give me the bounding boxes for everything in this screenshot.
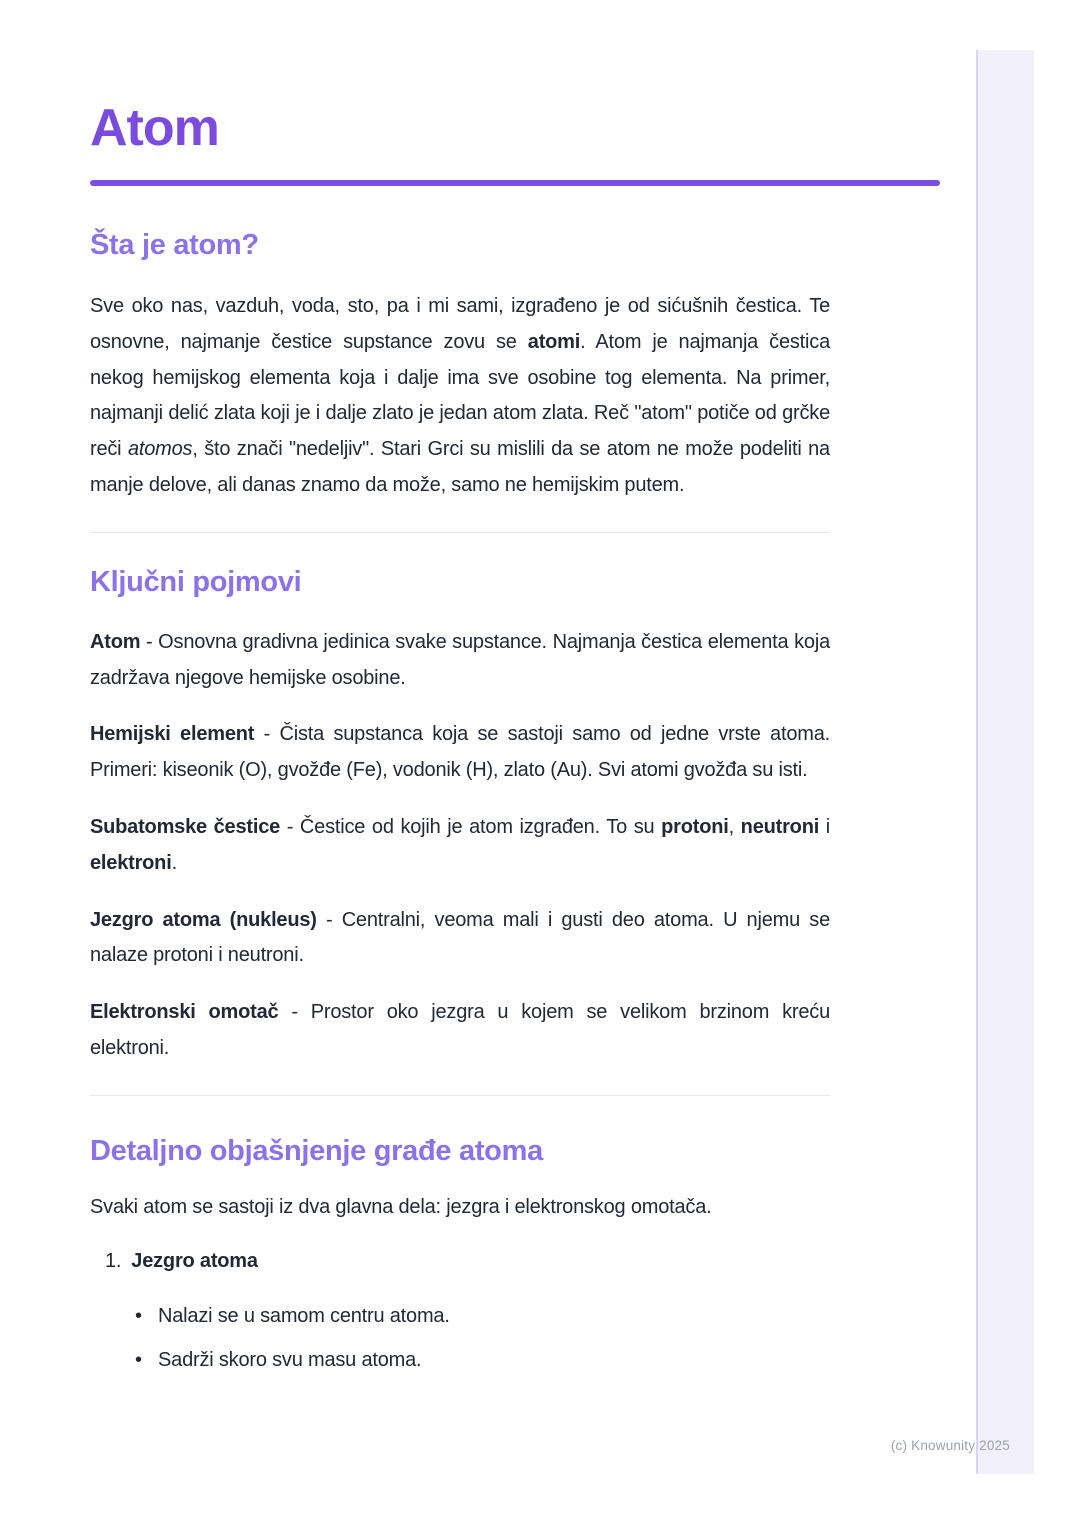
- list-item-text: Sadrži skoro svu masu atoma.: [158, 1348, 422, 1371]
- section-heading-sta-je-atom: Šta je atom?: [90, 229, 259, 261]
- definition-subatomske-cestice: Subatomske čestice - Čestice od kojih je atom izgrađen. To su protoni, neutroni i elektroni.: [90, 815, 831, 874]
- definition-hemijski-element: Hemijski element - Čista supstanca koja se sastoji samo od jedne vrste atoma. Primeri: kiseonik (O), gvožđe (Fe), vodonik (H), zlato (Au). Svi atomi gvožđa su isti.: [90, 723, 830, 782]
- numbered-item-jezgro-atoma: [105, 1247, 830, 1275]
- footer-credit: (c) Knowunity 2025: [890, 1438, 1010, 1453]
- list-item: [135, 1346, 830, 1374]
- section-heading-detaljno-objasnjenje: Detaljno objašnjenje građe atoma: [90, 1134, 543, 1167]
- item-label: Jezgro atoma: [131, 1249, 258, 1272]
- structure-intro-paragraph: Svaki atom se sastoji iz dva glavna dela: jezgra i elektronskog omotača.: [90, 1195, 712, 1218]
- intro-paragraph: Sve oko nas, vazduh, voda, sto, pa i mi sami, izgrađeno je od sićušnih čestica. Te osnovne, najmanje čestice supstance zovu se atomi. Atom je najmanja čestica nekog hemijskog elementa koja i dalje ima sve osobine tog elementa. Na primer, najmanji delić zlata koji je i dalje zlato je jedan atom zlata. Reč "atom" potiče od grčke reči atomos, što znači "nedeljiv". Stari Grci su mislili da se atom ne može podeliti na manje delove, ali danas znamo da može, samo ne hemijskim putem.: [90, 295, 830, 496]
- definition-elektronski-omotac: Elektronski omotač - Prostor oko jezgra u kojem se velikom brzinom kreću elektroni.: [90, 1001, 830, 1059]
- definition-jezgro-atoma: Jezgro atoma (nukleus) - Centralni, veoma mali i gusti deo atoma. U njemu se nalaze protoni i neutroni.: [90, 908, 830, 967]
- definition-atom: Atom - Osnovna gradivna jedinica svake supstance. Najmanja čestica elementa koja zadržava njegove hemijske osobine.: [90, 630, 830, 689]
- section-divider: [90, 1095, 830, 1096]
- document-content: [90, 0, 830, 1390]
- list-item: [135, 1302, 830, 1330]
- title-underline-rule: [90, 180, 940, 186]
- bullet-icon: •: [135, 1304, 142, 1327]
- page-edge-strip: [976, 50, 1034, 1474]
- page-title: Atom: [90, 99, 219, 157]
- bullet-list: [90, 1302, 830, 1374]
- bullet-icon: •: [135, 1348, 142, 1371]
- section-heading-kljucni-pojmovi: Ključni pojmovi: [90, 565, 302, 598]
- list-item-text: Nalazi se u samom centru atoma.: [158, 1304, 450, 1327]
- item-number: 1.: [105, 1249, 122, 1272]
- section-divider: [90, 532, 830, 533]
